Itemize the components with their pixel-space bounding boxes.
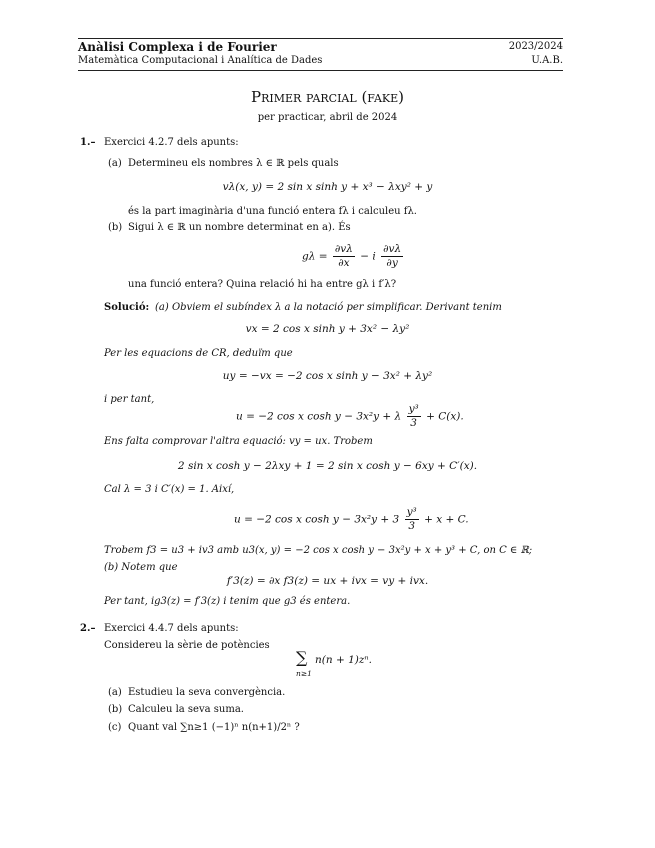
problem-2c-label: (c)	[108, 722, 122, 733]
problem-2a-text: Estudieu la seva convergència.	[128, 687, 286, 698]
fraction	[407, 403, 421, 430]
eq-part: u = −2 cos x cosh y − 3x²y + 3	[234, 513, 400, 526]
solution-intro: (a) Obviem el subíndex λ a la notació per simplificar. Derivant tenim	[155, 302, 502, 313]
academic-year: 2023/2024	[508, 41, 563, 52]
problem-2a-label: (a)	[108, 687, 122, 698]
frac-den: 3	[408, 520, 415, 532]
frac-num: y³	[406, 506, 417, 518]
problem-1b-equation	[302, 243, 405, 270]
eq-part: + x + C.	[424, 513, 469, 526]
frac-num: ∂vλ	[334, 243, 353, 255]
solution-text-5: Cal λ = 3 i C′(x) = 1. Així,	[104, 484, 235, 495]
problem-2-number: 2.–	[80, 623, 96, 634]
page-title: Primer parcial (fake)	[250, 88, 405, 106]
fraction	[405, 506, 419, 533]
problem-2-intro: Exercici 4.4.7 dels apunts:	[104, 623, 239, 634]
problem-1b-text: Sigui λ ∈ ℝ un nombre determinat en a). És	[128, 222, 351, 233]
solution-text-2: Per les equacions de CR, deduïm que	[104, 348, 293, 359]
frac-num: ∂vλ	[383, 243, 402, 255]
eq-lhs: gλ =	[302, 250, 328, 263]
series-term: n(n + 1)zⁿ.	[315, 654, 372, 666]
problem-1b-after: una funció entera? Quina relació hi ha entre gλ i f′λ?	[128, 279, 397, 290]
series-index: n≥1	[296, 669, 312, 678]
solution-eq-2: uy = −vx = −2 cos x sinh y − 3x² + λy²	[222, 370, 433, 382]
problem-1a-label: (a)	[108, 158, 122, 169]
problem-2b-text: Calculeu la seva suma.	[128, 704, 244, 715]
frac-num: y³	[408, 403, 419, 415]
header-rule	[78, 70, 563, 71]
page-subtitle: per practicar, abril de 2024	[257, 112, 398, 123]
solution-eq-3	[236, 403, 464, 430]
problem-1a-after: és la part imaginària d'una funció entera fλ i calculeu fλ.	[128, 206, 417, 217]
solution-text-3: i per tant,	[104, 394, 155, 405]
problem-1a-text: Determineu els nombres λ ∈ ℝ pels quals	[128, 158, 339, 169]
problem-2-text: Considereu la sèrie de potències	[104, 640, 270, 651]
frac-den: 3	[410, 417, 417, 429]
frac-den: ∂x	[338, 257, 350, 269]
eq-part: + C(x).	[426, 410, 464, 423]
solution-eq-4: 2 sin x cosh y − 2λxy + 1 = 2 sin x cosh y − 6xy + C′(x).	[177, 460, 478, 472]
problem-2b-label: (b)	[108, 704, 123, 715]
solution-text-8: Per tant, ig3(z) = f′3(z) i tenim que g3 és entera.	[104, 596, 351, 607]
eq-mid: − i	[360, 250, 376, 263]
problem-1-intro: Exercici 4.2.7 dels apunts:	[104, 137, 239, 148]
top-rule	[78, 38, 563, 39]
partial-fraction-x	[333, 243, 355, 270]
program-name: Matemàtica Computacional i Analítica de Dades	[78, 55, 323, 66]
problem-2c-text: Quant val ∑n≥1 (−1)ⁿ n(n+1)/2ⁿ ?	[128, 722, 300, 733]
course-title: Anàlisi Complexa i de Fourier	[78, 40, 277, 54]
frac-den: ∂y	[386, 257, 398, 269]
solution-eq-5	[234, 506, 469, 533]
solution-eq-1: vx = 2 cos x sinh y + 3x² − λy²	[245, 323, 410, 335]
problem-1b-label: (b)	[108, 222, 123, 233]
series-sum-symbol: ∑	[296, 648, 308, 667]
solution-text-6: Trobem f3 = u3 + iv3 amb u3(x, y) = −2 cos x cosh y − 3x²y + x + y³ + C, on C ∈ ℝ;	[104, 545, 533, 556]
solution-label: Solució:	[104, 302, 150, 313]
university-name: U.A.B.	[531, 55, 563, 66]
problem-1a-equation: vλ(x, y) = 2 sin x sinh y + x³ − λxy² + y	[222, 181, 433, 193]
solution-eq-6: f′3(z) = ∂x f3(z) = ux + ivx = vy + ivx.	[226, 575, 429, 587]
solution-text-4: Ens falta comprovar l'altra equació: vy = ux. Trobem	[104, 436, 373, 447]
problem-1-number: 1.–	[80, 137, 96, 148]
eq-part: u = −2 cos x cosh y − 3x²y + λ	[236, 410, 402, 423]
solution-text-7: (b) Notem que	[104, 562, 178, 573]
partial-fraction-y	[381, 243, 403, 270]
